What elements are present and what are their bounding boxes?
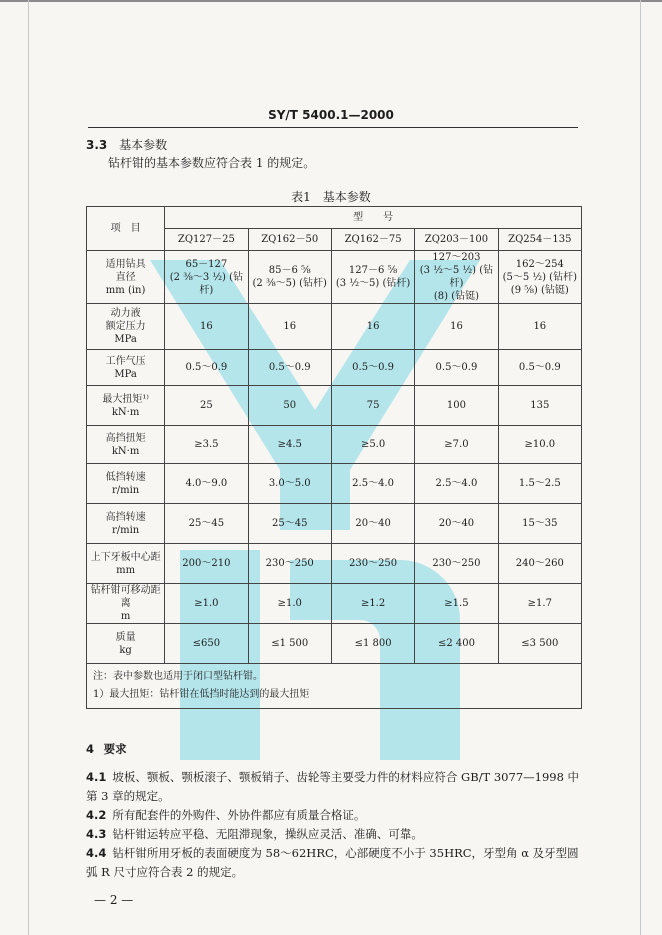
scan-border-top — [0, 0, 662, 2]
table-cell: 16 — [248, 304, 331, 350]
table-cell: ≤1 800 — [331, 624, 414, 664]
table-cell: 25 — [165, 386, 248, 426]
scan-border-left — [28, 0, 29, 935]
table-row — [87, 504, 582, 544]
table-cell: 135 — [498, 386, 581, 426]
table-row — [87, 304, 582, 350]
section-4-4: 4.4 钻杆钳所用牙板的表面硬度为 58～62HRC，心部硬度不小于 35HRC，牙型角 α 及牙型圆弧 R 尺寸应符合表 2 的规定。 — [86, 846, 579, 879]
table-cell: 1.5～2.5 — [498, 464, 581, 504]
model-zq203-100: ZQ203－100 — [415, 229, 498, 251]
table-notes — [87, 664, 582, 709]
section-3-3-title: 基本参数 — [119, 138, 168, 152]
table-cell: ≥1.5 — [415, 584, 498, 624]
table-cell: ≥5.0 — [331, 426, 414, 464]
table-cell: 65－127 (2 ⅜～3 ½) (钻杆) — [165, 251, 248, 304]
table-cell: 4.0～9.0 — [165, 464, 248, 504]
section-4-title: 要求 — [103, 742, 127, 756]
table-cell: 85－6 ⅝ (2 ⅜～5) (钻杆) — [248, 251, 331, 304]
model-zq162-50: ZQ162－50 — [248, 229, 331, 251]
table-cell: 2.5～4.0 — [331, 464, 414, 504]
table-cell: 0.5～0.9 — [165, 350, 248, 386]
table-cell: ≥1.2 — [331, 584, 414, 624]
row-label: 高挡转速 r/min — [87, 504, 165, 544]
section-3-3-heading — [86, 136, 167, 153]
table-cell: ≤2 400 — [415, 624, 498, 664]
table-item-header: 项 目 — [87, 207, 165, 251]
table-cell: 25～45 — [165, 504, 248, 544]
table-cell: 16 — [415, 304, 498, 350]
scan-border-right — [640, 0, 641, 935]
row-label: 适用钻具 直径 mm (in) — [87, 251, 165, 304]
table-cell: 0.5～0.9 — [498, 350, 581, 386]
section-4-1: 4.1 坡板、颚板、颚板滚子、颚板销子、齿轮等主要受力件的材料应符合 GB/T 3077—1998 中第 3 章的规定。 — [86, 770, 580, 803]
model-zq162-75: ZQ162－75 — [331, 229, 414, 251]
table-cell: ≥1.0 — [165, 584, 248, 624]
table-cell: 15～35 — [498, 504, 581, 544]
section-3-3-body: 钻杆钳的基本参数应符合表 1 的规定。 — [108, 156, 316, 170]
table-cell: 230～250 — [331, 544, 414, 584]
section-4-3: 4.3 钻杆钳运转应平稳、无阻滞现象，操纵应灵活、准确、可靠。 — [86, 827, 423, 841]
row-label: 动力液 额定压力 MPa — [87, 304, 165, 350]
table-cell: ≥3.5 — [165, 426, 248, 464]
table-cell: ≤3 500 — [498, 624, 581, 664]
table-row — [87, 584, 582, 624]
table-cell: 50 — [248, 386, 331, 426]
table-cell: 230～250 — [248, 544, 331, 584]
table-1-caption: 表1 基本参数 — [291, 190, 371, 204]
table-cell: 100 — [415, 386, 498, 426]
table-cell: 0.5～0.9 — [331, 350, 414, 386]
table-row — [87, 544, 582, 584]
table-cell: ≥1.0 — [248, 584, 331, 624]
table-cell: 230～250 — [415, 544, 498, 584]
table-cell: 2.5～4.0 — [415, 464, 498, 504]
table-note-2: 1）最大扭矩：钻杆钳在低挡时能达到的最大扭矩 — [93, 689, 310, 700]
table-row — [87, 386, 582, 426]
table-cell: 25～45 — [248, 504, 331, 544]
table-cell: ≥7.0 — [415, 426, 498, 464]
table-cell: 3.0～5.0 — [248, 464, 331, 504]
row-label: 质量 kg — [87, 624, 165, 664]
page-number: — 2 — — [94, 893, 134, 907]
section-3-3-number: 3.3 — [86, 138, 108, 152]
row-label: 上下牙板中心距 mm — [87, 544, 165, 584]
table-cell: 162～254 (5～5 ½) (钻杆) (9 ⅝) (钻铤) — [498, 251, 581, 304]
table-cell: 20～40 — [415, 504, 498, 544]
table-row — [87, 624, 582, 664]
table-cell: 20～40 — [331, 504, 414, 544]
model-zq127-25: ZQ127－25 — [165, 229, 248, 251]
table-cell: 127～203 (3 ½～5 ½) (钻杆) (8) (钻铤) — [415, 251, 498, 304]
table-cell: 0.5～0.9 — [415, 350, 498, 386]
section-4-2: 4.2 所有配套件的外购件、外协件都应有质量合格证。 — [86, 808, 366, 822]
table-cell: ≥4.5 — [248, 426, 331, 464]
section-4-number: 4 — [86, 742, 95, 756]
table-cell: 16 — [498, 304, 581, 350]
row-label: 钻杆钳可移动距离 m — [87, 584, 165, 624]
table-cell: ≤1 500 — [248, 624, 331, 664]
table-cell: 127－6 ⅝ (3 ½～5) (钻杆) — [331, 251, 414, 304]
table-row — [87, 350, 582, 386]
table-cell: ≥10.0 — [498, 426, 581, 464]
table-cell: 75 — [331, 386, 414, 426]
table-cell: 200～210 — [165, 544, 248, 584]
table-row — [87, 464, 582, 504]
table-cell: 16 — [331, 304, 414, 350]
row-label: 低挡转速 r/min — [87, 464, 165, 504]
table-cell: ≤650 — [165, 624, 248, 664]
section-4-heading — [86, 740, 584, 759]
header-rule — [88, 127, 578, 128]
row-label: 最大扭矩¹⁾ kN·m — [87, 386, 165, 426]
row-label: 工作气压 MPa — [87, 350, 165, 386]
model-zq254-135: ZQ254－135 — [498, 229, 581, 251]
table-cell: 0.5～0.9 — [248, 350, 331, 386]
table-model-header: 型 号 — [165, 207, 582, 229]
document-code-header: SY/T 5400.1—2000 — [268, 108, 394, 122]
table-cell: 240～260 — [498, 544, 581, 584]
basic-parameters-table — [86, 206, 582, 709]
table-row — [87, 251, 582, 304]
table-note-1: 注：表中参数也适用于闭口型钻杆钳。 — [93, 671, 263, 682]
table-cell: 16 — [165, 304, 248, 350]
table-row — [87, 426, 582, 464]
table-cell: ≥1.7 — [498, 584, 581, 624]
row-label: 高挡扭矩 kN·m — [87, 426, 165, 464]
